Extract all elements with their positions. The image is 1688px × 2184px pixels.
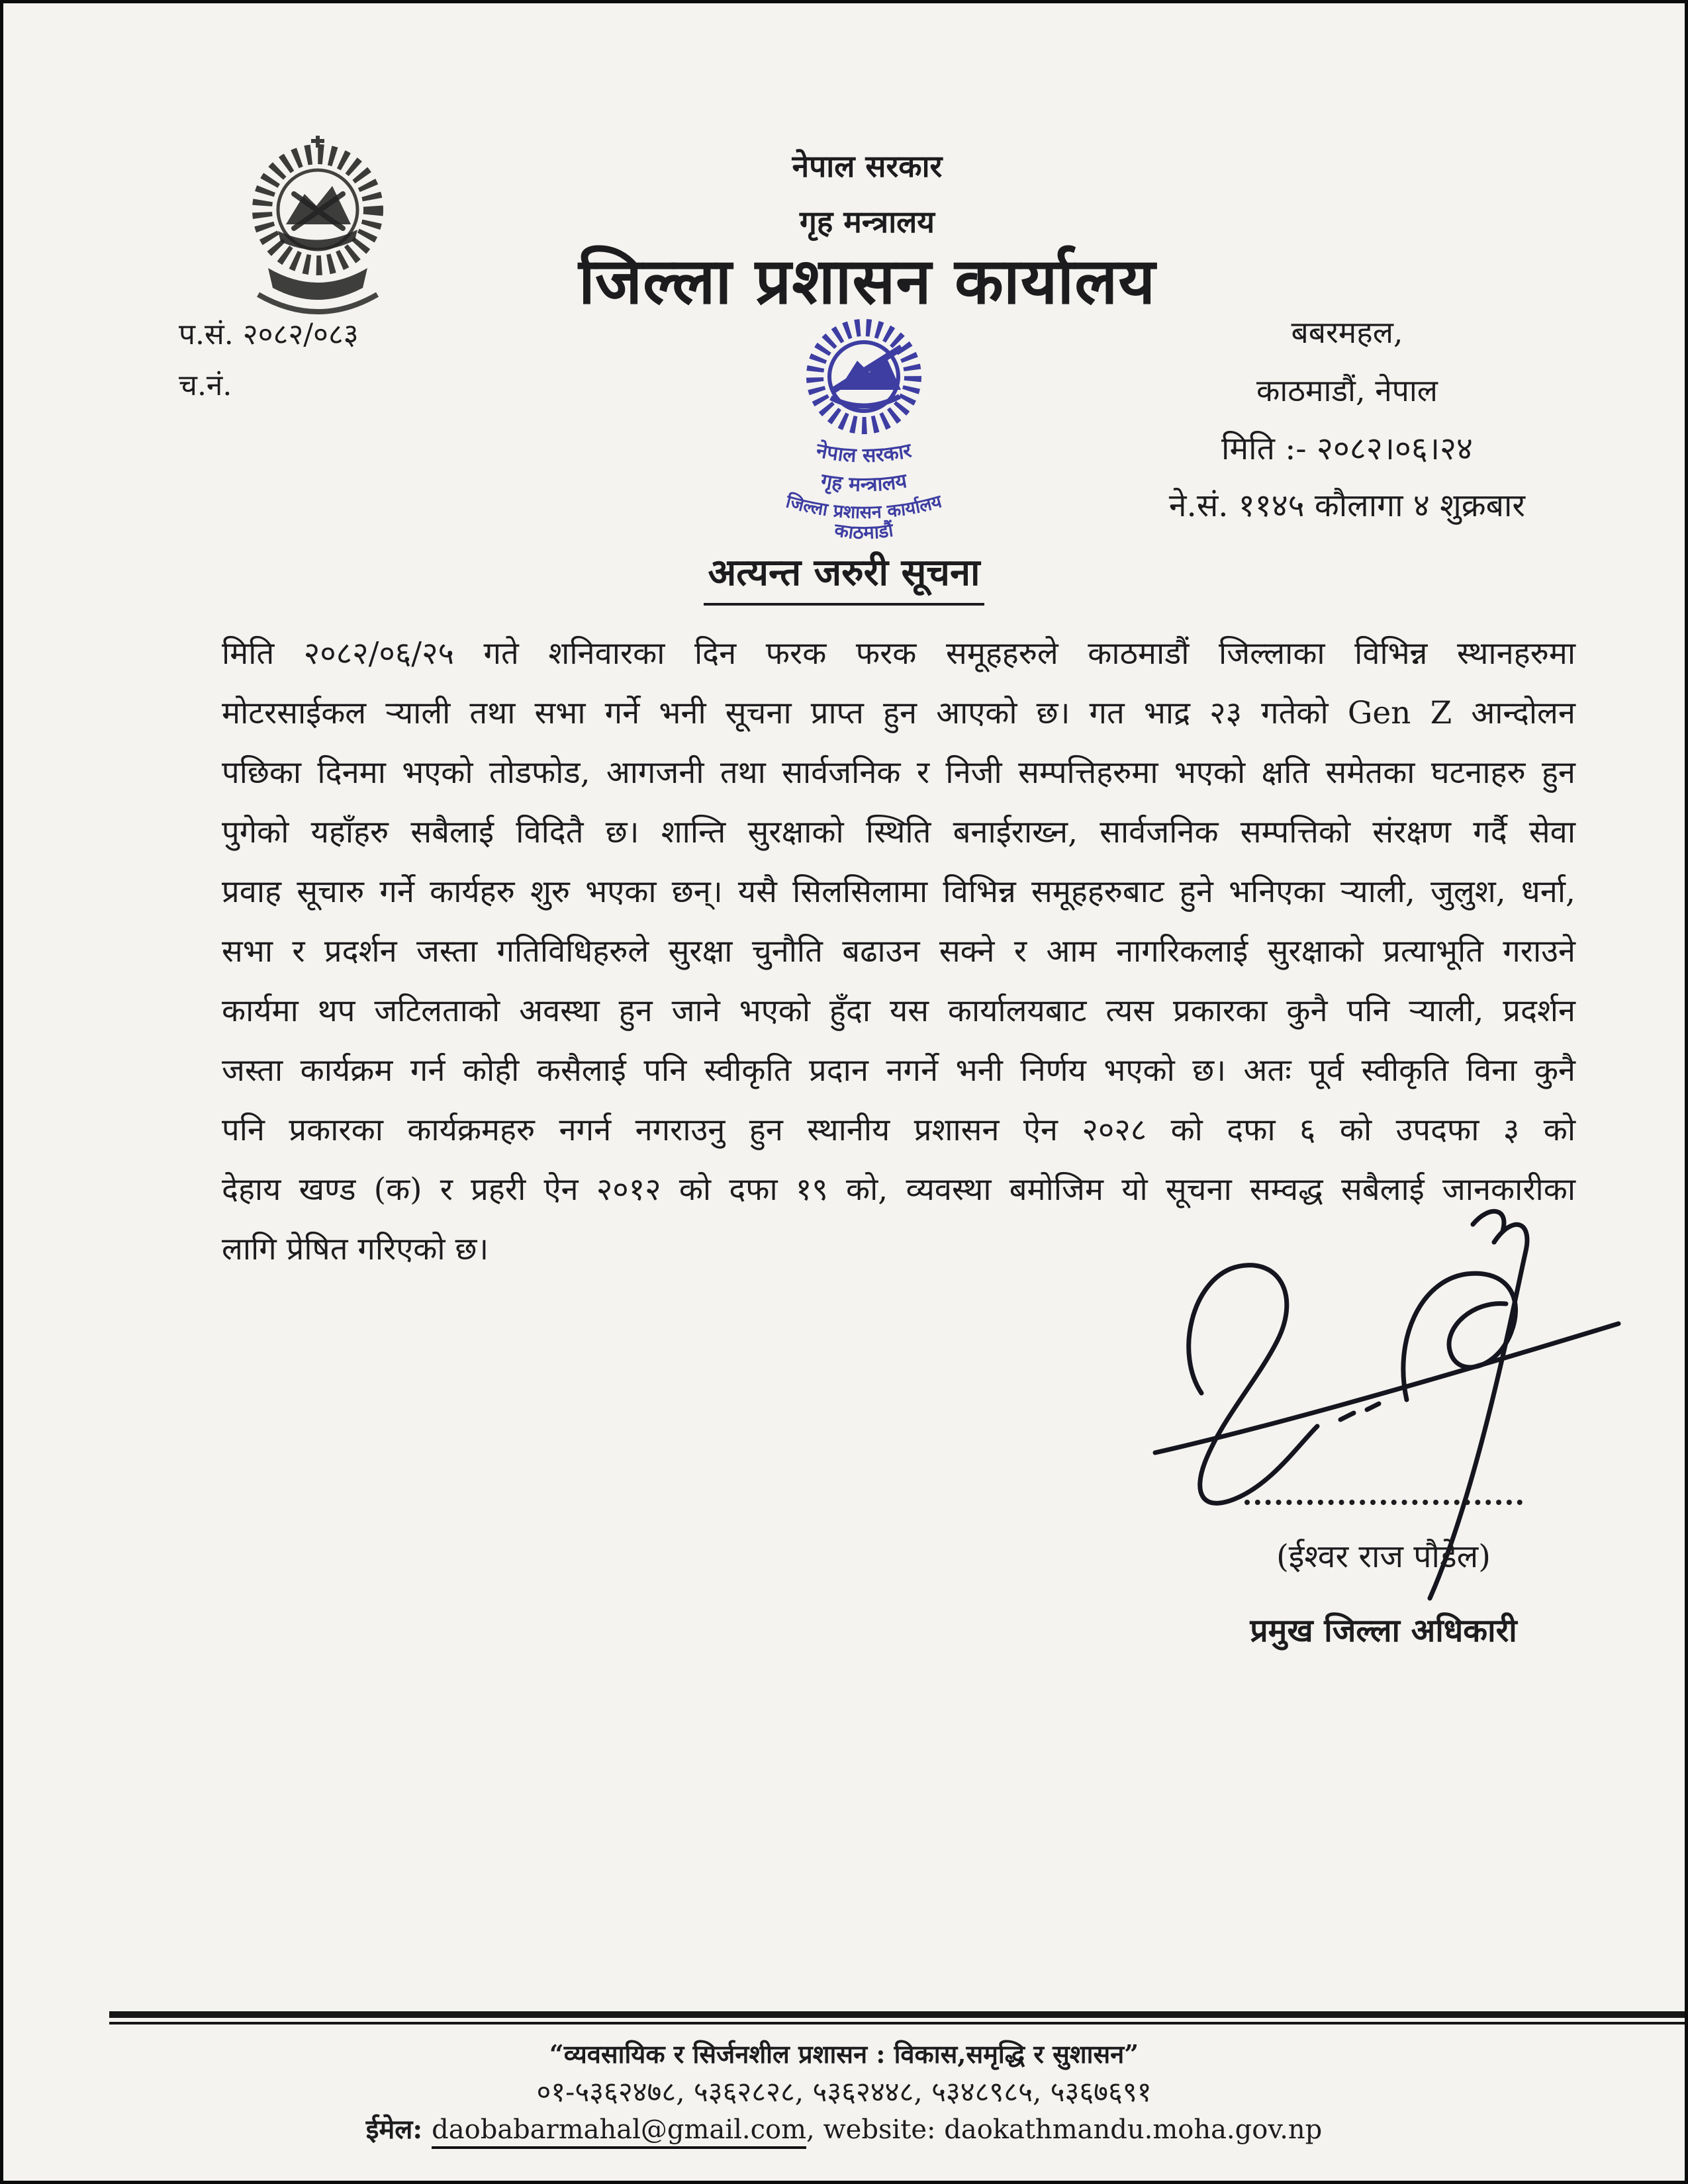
signature-dotted-line <box>1244 1496 1523 1505</box>
date-line: मिति :- २०८२।०६।२४ <box>1221 430 1473 467</box>
body-line: मिति २०८२/०६/२५ गते शनिवारका दिन फरक फरक समूहहरुले काठमाडौं जिल्लाका विभिन्न स्थानहरुमा <box>222 635 1575 672</box>
body-line: मोटरसाईकल ऱ्याली तथा सभा गर्ने भनी सूचना प्राप्त हुन आएको छ। गत भाद्र २३ गतेको Gen Z आन्दोलन <box>222 695 1575 731</box>
stamp-line-3: जिल्ला प्रशासन कार्यालय <box>784 491 945 523</box>
reference-number: प.सं. २०८२/०८३ <box>179 318 359 351</box>
dispatch-number: च.नं. <box>179 369 232 402</box>
website-address: daokathmandu.moha.gov.np <box>944 2115 1323 2145</box>
letterhead-center <box>50 148 1685 318</box>
body-line: प्रवाह सूचारु गर्ने कार्यहरु शुरु भएका छन्। यसै सिलसिलामा विभिन्न समूहहरुबाट हुने भनिएका ऱ्याली, जुलुश, धर्ना, <box>222 874 1575 910</box>
svg-text:नेपाल सरकार <box>814 438 915 467</box>
footer-divider <box>109 2011 1685 2025</box>
body-line: सभा र प्रदर्शन जस्ता गतिविधिहरुले सुरक्षा चुनौति बढाउन सक्ने र आम नागरिकलाई सुरक्षाको प्रत्याभूति गराउने <box>222 933 1575 970</box>
footer-contact-line <box>3 2110 1685 2146</box>
subject-wrap <box>3 546 1685 606</box>
svg-text:गृह मन्त्रालय <box>818 469 910 496</box>
signatory-name: (ईश्वर राज पौडेल) <box>1276 1538 1491 1575</box>
email-address: daobabarmahal@gmail.com <box>432 2115 806 2149</box>
ministry-name: गृह मन्त्रालय <box>800 204 935 240</box>
body-line: देहाय खण्ड (क) र प्रहरी ऐन २०१२ को दफा १९ को, व्यवस्था बमोजिम यो सूचना सम्वद्ध सबैलाई जानकारीका <box>222 1171 1575 1208</box>
footer-phone-numbers: ०१-५३६२४७८, ५३६२८२८, ५३६२४४८, ५३४८९८५, ५३६७६९१ <box>536 2075 1152 2108</box>
stamp-line-1: नेपाल सरकार <box>814 439 914 468</box>
nepal-sambat-line: ने.सं. ११४५ कौलागा ४ शुक्रबार <box>1168 487 1526 524</box>
svg-text:काठमाडौं <box>833 519 896 543</box>
body-line: लागि प्रेषित गरिएको छ। <box>222 1231 489 1267</box>
notice-body <box>222 624 1575 1279</box>
body-line: पुगेको यहाँहरु सबैलाई विदितै छ। शान्ति सुरक्षाको स्थिति बनाईराख्न, सार्वजनिक सम्पत्तिको संरक्षण गर्दै सेवा <box>222 814 1575 850</box>
stamp-line-2: गृह मन्त्रालय <box>819 469 909 497</box>
government-name: नेपाल सरकार <box>792 148 943 184</box>
signatory-designation: प्रमुख जिल्ला अधिकारी <box>1250 1612 1517 1649</box>
office-stamp-icon <box>738 313 990 558</box>
body-line: पनि प्रकारका कार्यक्रमहरु नगर्न नगराउनु हुन स्थानीय प्रशासन ऐन २०२८ को दफा ६ को उपदफा ३ को <box>222 1112 1575 1148</box>
signatory-block <box>1228 1496 1539 1651</box>
address-line-2: काठमाडौं, नेपाल <box>1256 373 1438 408</box>
body-line: पछिका दिनमा भएको तोडफोड, आगजनी तथा सार्वजनिक र निजी सम्पत्तिहरुमा भएको क्षति समेतका घटनाहरु हुन <box>222 754 1575 791</box>
body-line: जस्ता कार्यक्रम गर्न कोही कसैलाई पनि स्वीकृति प्रदान नगर्ने भनी निर्णय भएको छ। अतः पूर्व स्वीकृति विना कुनै <box>222 1052 1575 1089</box>
footer-slogan: “व्यवसायिक र सिर्जनशील प्रशासन : विकास,समृद्धि र सुशासन” <box>549 2039 1139 2069</box>
subject-title: अत्यन्त जरुरी सूचना <box>704 546 984 606</box>
email-label: ईमेल: <box>365 2114 423 2145</box>
stamp-line-4: काठमाडौं <box>833 519 895 544</box>
address-line-1: बबरमहल, <box>1291 314 1403 350</box>
address-date-block <box>1096 313 1599 525</box>
body-line: कार्यमा थप जटिलताको अवस्था हुन जाने भएको हुँदा यस कार्यालयबाट त्यस प्रकारका कुनै पनि ऱ्याली, प्रदर्शन <box>222 993 1575 1029</box>
office-title: जिल्ला प्रशासन कार्यालय <box>578 244 1156 318</box>
website-label: , website: <box>806 2115 936 2145</box>
